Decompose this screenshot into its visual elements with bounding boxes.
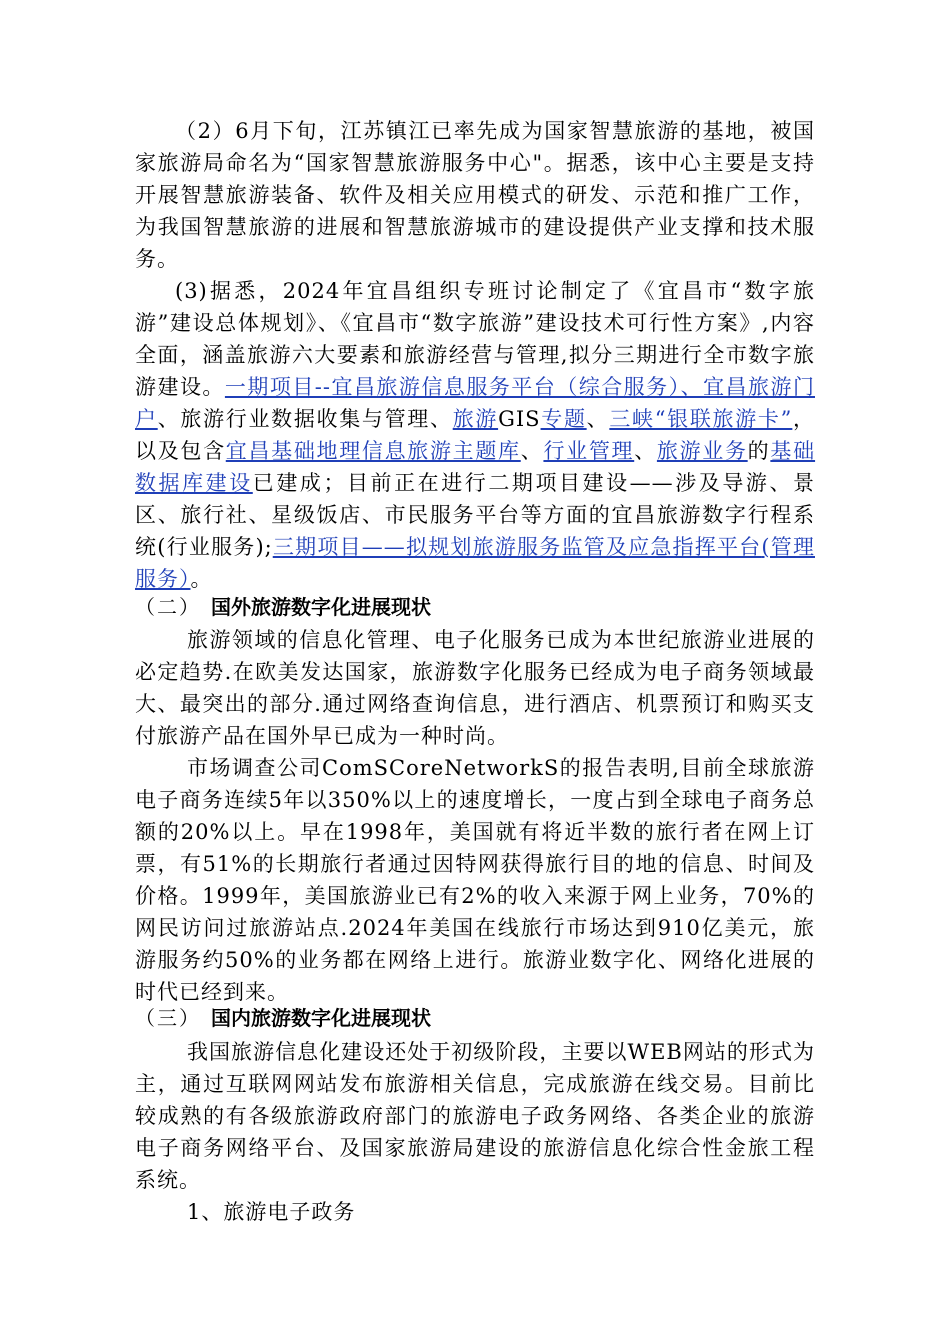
paragraph-foreign-trend: 旅游领域的信息化管理、电子化服务已成为本世纪旅游业进展的必定趋势.在欧美发达国家，旅游数字化服务已经成为电子商务领域最大、最突出的部分.通过网络查询信息，进行酒店、机票预订和购买支付旅游产品在国外早已成为一种时尚。 (135, 628, 815, 748)
section-heading-domestic (135, 1003, 431, 1033)
paragraph-zhenjiang: （2）6月下旬，江苏镇江已率先成为国家智慧旅游的基地，被国家旅游局命名为“国家智慧旅游服务中心"。据悉，该中心主要是支持开展智慧旅游装备、软件及相关应用模式的研发、示范和推广工作，为我国智慧旅游的进展和智慧旅游城市的建设提供产业支撑和技术服务。 (135, 119, 815, 271)
link-phase3[interactable]: 三期项目——拟规划旅游服务监管及应急指挥平台 (272, 535, 762, 559)
section-number: （三） (135, 1006, 201, 1030)
link-topic[interactable]: 专题 (540, 407, 587, 431)
section-number: （二） (135, 595, 201, 619)
link-phase1[interactable]: 一期项目--宜昌旅游信息服务平台（综合服务）、宜昌旅游门户 (135, 375, 815, 431)
text-run: 、 (586, 407, 610, 431)
text-run: 。 (190, 567, 213, 591)
link-tourism-business[interactable]: 旅游业务 (656, 439, 748, 463)
text-run: GIS (498, 407, 541, 431)
paragraph-domestic: 我国旅游信息化建设还处于初级阶段，主要以WEB网站的形式为主，通过互联网网站发布旅游相关信息，完成旅游在线交易。目前比较成熟的有各级旅游政府部门的旅游电子政务网络、各类企业的旅游电子商务网络平台、及国家旅游局建设的旅游信息化综合性金旅工程系统。 (135, 1040, 815, 1192)
link-unionpay-card[interactable]: 三峡“银联旅游卡” (609, 407, 793, 431)
text-run: (3)据悉，2024年宜昌组织专班讨论制定了《宜昌市“数字旅游”建设总体规划》、《宜昌市“数字旅游”建设技术可行性方案》,内容全面，涵盖旅游六大要素和旅游经营与管理,拟分三期进行全市数字旅游建设。 (135, 279, 815, 399)
link-basic-db[interactable]: 基础数据库建设 (135, 439, 816, 495)
text-run: 、 (520, 439, 544, 463)
text-run: ，以及包含 (135, 407, 816, 463)
text-run: 、 (634, 439, 657, 463)
paragraph-market-research: 市场调查公司ComSCoreNetworkS的报告表明,目前全球旅游电子商务连续5年以350%以上的速度增长，一度占到全球电子商务总额的20%以上。早在1998年，美国就有将近半数的旅行者在网上订票，有51%的长期旅行者通过因特网获得旅行目的地的信息、时间及价格。1999年，美国旅游业已有2%的收入来源于网上业务，70%的网民访问过旅游站点.2024年美国在线旅行市场达到910亿美元，旅游服务约50%的业务都在网络上进行。旅游业数字化、网络化进展的时代已经到来。 (135, 756, 815, 1004)
list-item-e-government: 1、旅游电子政务 (187, 1200, 356, 1224)
section-title: 国内旅游数字化进展现状 (211, 1006, 431, 1030)
text-run: 、旅游行业数据收集与管理、 (157, 407, 453, 431)
link-management-service[interactable]: (管理服务） (135, 535, 815, 591)
text-run: 已建成；目前正在进行二期项目建设——涉及导游、景区、旅行社、星级饭店、市民服务平台等方面的宜昌旅游数字行程系统(行业服务); (135, 471, 816, 559)
link-theme-db[interactable]: 宜昌基础地理信息旅游主题库 (225, 439, 521, 463)
link-tourism[interactable]: 旅游 (452, 407, 499, 431)
paragraph-yichang (135, 275, 815, 595)
section-heading-foreign (135, 592, 431, 622)
link-industry-management[interactable]: 行业管理 (543, 439, 635, 463)
section-title: 国外旅游数字化进展现状 (211, 595, 431, 619)
text-run: 的 (747, 439, 771, 463)
